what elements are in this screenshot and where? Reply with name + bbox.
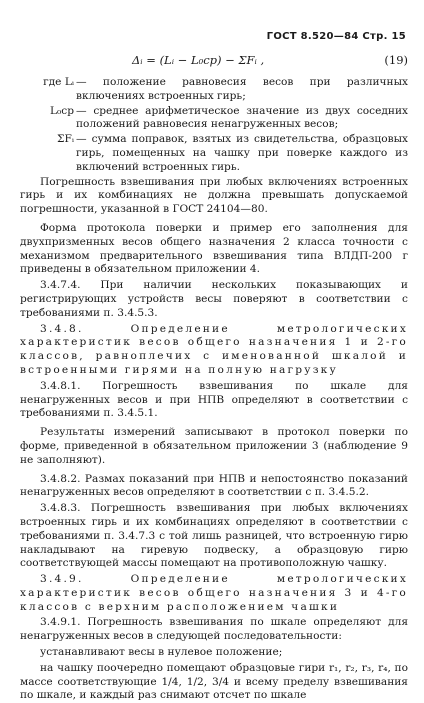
section-heading: 3.4.8. Определение метрологических характеристик весов общего назначения 1 и 2-го классов, равноплечих с именованной шкалой и встроенными гирями на полную нагрузку [20, 322, 408, 376]
definition-symbol: L₀ср [50, 104, 74, 117]
paragraph: Форма протокола поверки и пример его заполнения для двухпризменных весов общего назначения 2 класса точности с механизмом предварительного взвешивания типа ВЛДП-200 г приведены в обязательном приложении 4. [20, 221, 408, 276]
definition-item [20, 76, 408, 104]
page-header: ГОСТ 8.520—84 Стр. 15 [266, 31, 406, 42]
paragraph: Погрешность взвешивания при любых включениях встроенных гирь и их комбинациях не должна превышать допускаемой погрешности, указанной в ГОСТ 24104—80. [20, 175, 408, 216]
formula-row [20, 54, 408, 74]
definition-text: — сумма поправок, взятых из свидетельства, образцовых гирь, помещенных на чашку при поверке каждого из включений встроенных гирь. [76, 133, 408, 173]
paragraph: устанавливают весы в нулевое положение; [40, 646, 283, 659]
paragraph: 3.4.8.1. Погрешность взвешивания по шкале для ненагруженных весов и при НПВ определяют в соответствии с требованиями п. 3.4.5.1. [20, 379, 408, 420]
paragraph: 3.4.8.3. Погрешность взвешивания при любых включениях встроенных гирь и их комбинациях определяют в соответствии с требованиями п. 3.4.7.3 с той лишь разницей, что встроенную гирю накладывают на гиревую подвеску, а образцовую гирю соответствующей массы помещают на противоположную чашку. [20, 502, 408, 570]
section-heading: 3.4.9. Определение метрологических характеристик весов общего назначения 3 и 4-го классов с верхним расположением чашки [20, 573, 408, 613]
definition-symbol: где Lᵢ [43, 76, 74, 88]
definition-symbol: ΣFᵢ [57, 133, 74, 146]
paragraph: Результаты измерений записывают в протокол поверки по форме, приведенной в обязательном приложении 3 (наблюдение 9 не заполняют). [20, 426, 408, 466]
paragraph: 3.4.7.4. При наличии нескольких показывающих и регистрирующих устройств весы поверяют в соответствии с требованиями п. 3.4.5.3. [20, 279, 408, 319]
definition-text: — положение равновесия весов при различных включениях встроенных гирь; [76, 76, 408, 102]
paragraph: 3.4.8.2. Размах показаний при НПВ и непостоянство показаний ненагруженных весов определяют в соответствии с п. 3.4.5.2. [20, 472, 408, 499]
definitions-list [20, 76, 408, 175]
paragraph: на чашку поочередно помещают образцовые гири r₁, r₂, r₃, r₄, по массе соответствующие 1/4, 1/2, 3/4 и всему пределу взвешивания по шкале, и каждый раз снимают отсчет по шкале [20, 661, 408, 702]
definition-item [20, 105, 408, 133]
definition-item [20, 133, 408, 174]
equation-number: (19) [384, 53, 408, 67]
formula-19: Δᵢ = (Lᵢ − L₀ср) − ΣFᵢ , [132, 53, 265, 67]
definition-text: — среднее арифметическое значение из двух соседних положений равновесия ненагруженных весов; [76, 104, 408, 131]
paragraph: 3.4.9.1. Погрешность взвешивания по шкале определяют для ненагруженных весов в следующей последовательности: [20, 616, 408, 643]
